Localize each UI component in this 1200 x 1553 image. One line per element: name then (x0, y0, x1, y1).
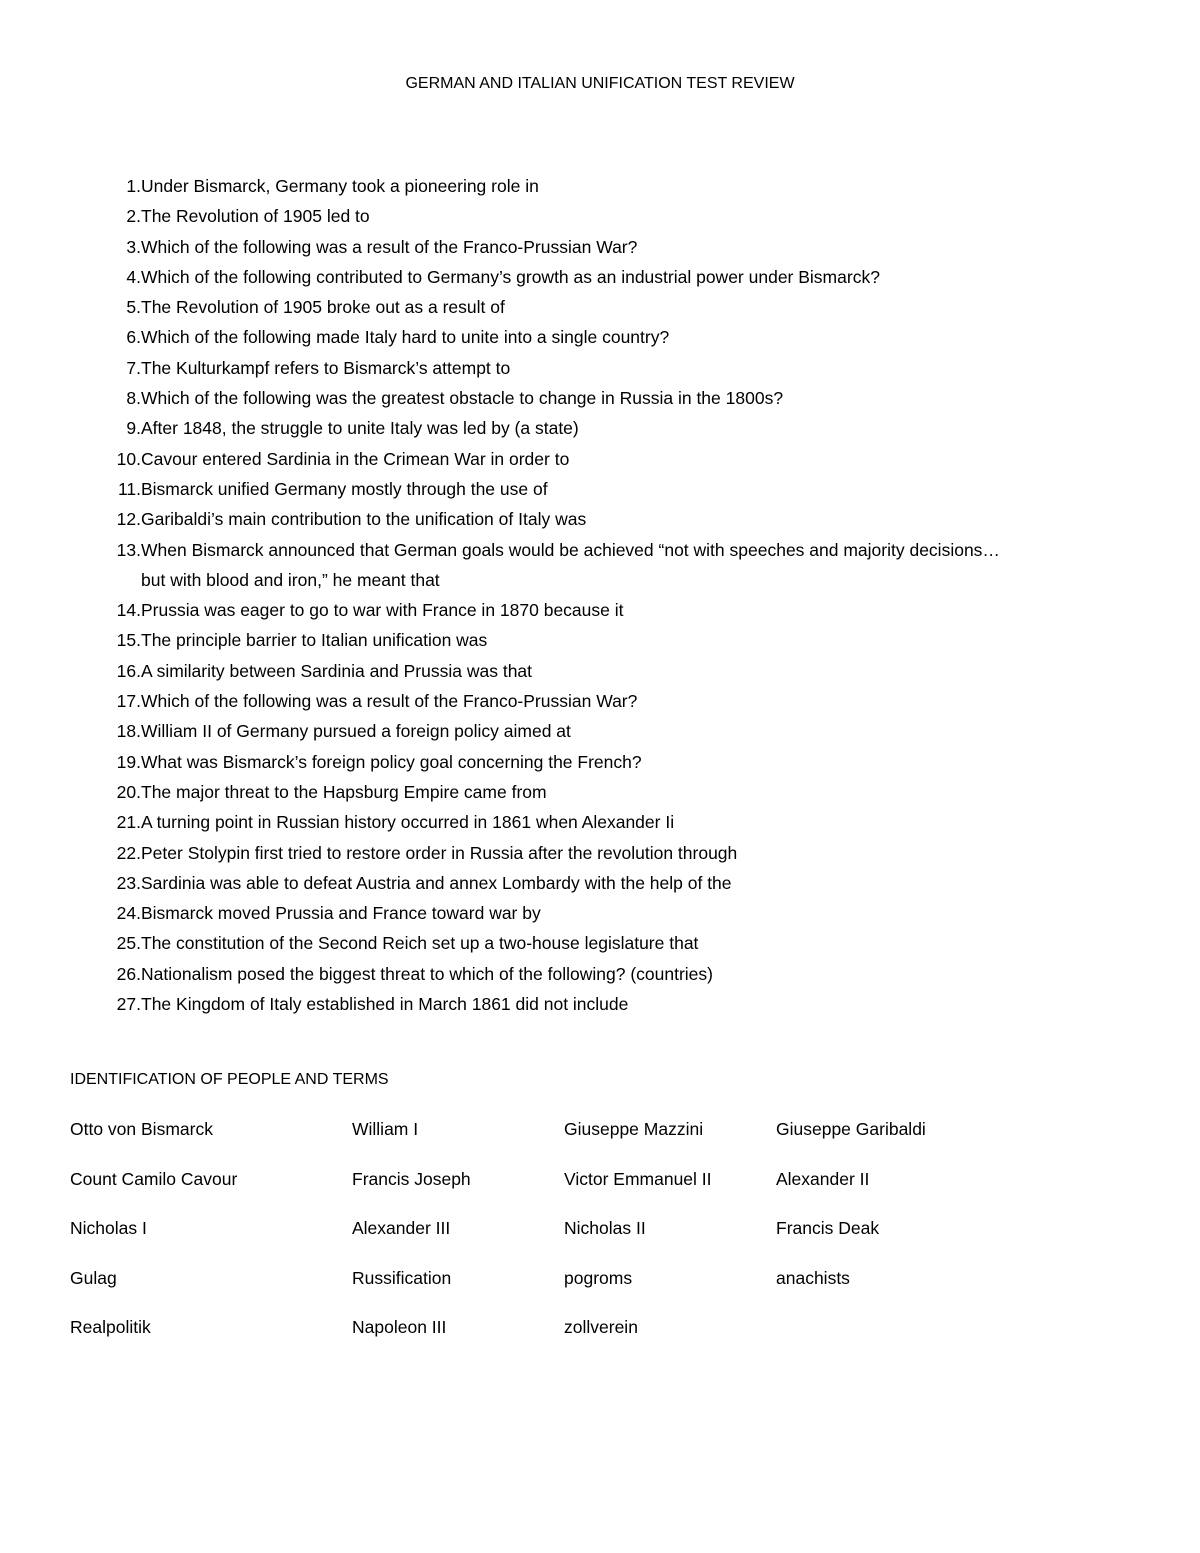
question-text: Which of the following made Italy hard to unite into a single country? (141, 327, 670, 348)
question-text: Peter Stolypin first tried to restore order in Russia after the revolution through (141, 842, 738, 863)
term-row (70, 1119, 1070, 1169)
term-item: pogroms (564, 1267, 633, 1288)
question-item-continuation (100, 565, 1120, 595)
question-text: but with blood and iron,” he meant that (141, 569, 440, 590)
question-item (100, 292, 1120, 322)
term-item: Realpolitik (70, 1317, 151, 1338)
question-item (100, 838, 1120, 868)
question-item (100, 747, 1120, 777)
question-item (100, 353, 1120, 383)
question-item (100, 413, 1120, 443)
question-number: 2. (126, 206, 141, 227)
question-text: Bismarck moved Prussia and France toward war by (141, 903, 541, 924)
section-heading: IDENTIFICATION OF PEOPLE AND TERMS (70, 1071, 389, 1088)
question-number: 10. (116, 448, 141, 469)
question-number: 24. (116, 903, 141, 924)
question-text: A turning point in Russian history occurred in 1861 when Alexander Ii (141, 812, 675, 833)
question-list (100, 171, 1120, 1019)
question-text: Under Bismarck, Germany took a pioneering role in (141, 176, 539, 196)
question-number: 18. (116, 721, 141, 742)
question-text: Sardinia was able to defeat Austria and annex Lombardy with the help of the (141, 872, 732, 893)
question-text: The Revolution of 1905 led to (141, 206, 370, 227)
question-item (100, 474, 1120, 504)
question-text: The major threat to the Hapsburg Empire came from (141, 781, 547, 802)
question-text: After 1848, the struggle to unite Italy was led by (a state) (141, 418, 579, 439)
term-row (70, 1268, 1070, 1318)
question-number: 16. (116, 660, 141, 681)
question-item (100, 171, 1120, 201)
term-item: William I (352, 1119, 419, 1139)
question-text: William II of Germany pursued a foreign policy aimed at (141, 721, 571, 742)
page-title: GERMAN AND ITALIAN UNIFICATION TEST REVIEW (405, 75, 795, 92)
question-item (100, 595, 1120, 625)
question-item (100, 868, 1120, 898)
question-number: 8. (126, 388, 141, 409)
question-item (100, 656, 1120, 686)
question-text: Which of the following contributed to Germany’s growth as an industrial power under Bismarck? (141, 266, 880, 287)
question-item (100, 322, 1120, 352)
term-item: Russification (352, 1267, 452, 1288)
question-item (100, 686, 1120, 716)
question-item (100, 716, 1120, 746)
question-number: 1. (126, 176, 141, 196)
term-item: Victor Emmanuel II (564, 1168, 712, 1189)
question-item (100, 504, 1120, 534)
question-text: Which of the following was a result of the Franco-Prussian War? (141, 691, 638, 712)
term-item: Giuseppe Garibaldi (776, 1119, 926, 1139)
question-text: The Revolution of 1905 broke out as a result of (141, 297, 505, 318)
question-item (100, 232, 1120, 262)
term-item: Nicholas II (564, 1218, 646, 1239)
question-text: Prussia was eager to go to war with France in 1870 because it (141, 600, 624, 621)
question-number: 13. (116, 539, 141, 560)
question-item (100, 807, 1120, 837)
term-row (70, 1317, 1070, 1367)
term-row (70, 1169, 1070, 1219)
question-item (100, 444, 1120, 474)
question-text: The principle barrier to Italian unification was (141, 630, 488, 651)
question-number: 21. (116, 812, 141, 833)
term-item: Count Camilo Cavour (70, 1168, 238, 1189)
terms-grid (70, 1119, 1070, 1367)
term-item: Gulag (70, 1267, 117, 1288)
question-number (100, 565, 141, 595)
term-item: Alexander II (776, 1168, 870, 1189)
question-item (100, 383, 1120, 413)
term-row (70, 1218, 1070, 1268)
question-number: 19. (116, 751, 141, 772)
question-number: 27. (116, 994, 141, 1015)
question-number: 11. (117, 478, 141, 499)
question-number: 26. (116, 963, 141, 984)
question-text: Which of the following was the greatest obstacle to change in Russia in the 1800s? (141, 388, 784, 409)
question-item (100, 262, 1120, 292)
term-item: Otto von Bismarck (70, 1119, 213, 1139)
question-number: 20. (116, 781, 141, 802)
term-item: Alexander III (352, 1218, 451, 1239)
question-text: When Bismarck announced that German goals would be achieved “not with speeches and majority decisions… (141, 539, 1000, 560)
question-number: 14. (116, 600, 141, 621)
question-text: The Kulturkampf refers to Bismarck’s attempt to (141, 357, 511, 378)
question-number: 22. (116, 842, 141, 863)
question-text: The constitution of the Second Reich set up a two-house legislature that (141, 933, 699, 954)
question-number: 3. (126, 236, 141, 257)
question-item (100, 535, 1120, 565)
question-item (100, 928, 1120, 958)
term-item: Napoleon III (352, 1317, 447, 1338)
question-number: 23. (116, 872, 141, 893)
term-item: zollverein (564, 1317, 638, 1338)
question-number: 25. (116, 933, 141, 954)
term-item: Francis Deak (776, 1218, 880, 1239)
term-item: Giuseppe Mazzini (564, 1119, 704, 1139)
term-item: Nicholas I (70, 1218, 147, 1239)
question-number: 17. (116, 691, 141, 712)
question-number: 5. (126, 297, 141, 318)
question-item (100, 959, 1120, 989)
question-text: Cavour entered Sardinia in the Crimean War in order to (141, 448, 570, 469)
question-text: A similarity between Sardinia and Prussia was that (141, 660, 533, 681)
question-number: 7. (126, 357, 141, 378)
question-number: 15. (116, 630, 141, 651)
term-item: anachists (776, 1267, 850, 1288)
question-item (100, 625, 1120, 655)
question-item (100, 898, 1120, 928)
question-text: Which of the following was a result of the Franco-Prussian War? (141, 236, 638, 257)
question-text: What was Bismarck’s foreign policy goal concerning the French? (141, 751, 642, 772)
question-number: 12. (116, 509, 141, 530)
question-item (100, 201, 1120, 231)
question-item (100, 989, 1120, 1019)
question-text: The Kingdom of Italy established in March 1861 did not include (141, 994, 629, 1015)
question-number: 4. (126, 266, 141, 287)
question-number: 9. (126, 418, 141, 439)
question-number: 6. (126, 327, 141, 348)
question-text: Bismarck unified Germany mostly through the use of (141, 478, 548, 499)
question-text: Garibaldi’s main contribution to the unification of Italy was (141, 509, 587, 530)
term-item: Francis Joseph (352, 1168, 471, 1189)
question-item (100, 777, 1120, 807)
question-text: Nationalism posed the biggest threat to which of the following? (countries) (141, 963, 713, 984)
